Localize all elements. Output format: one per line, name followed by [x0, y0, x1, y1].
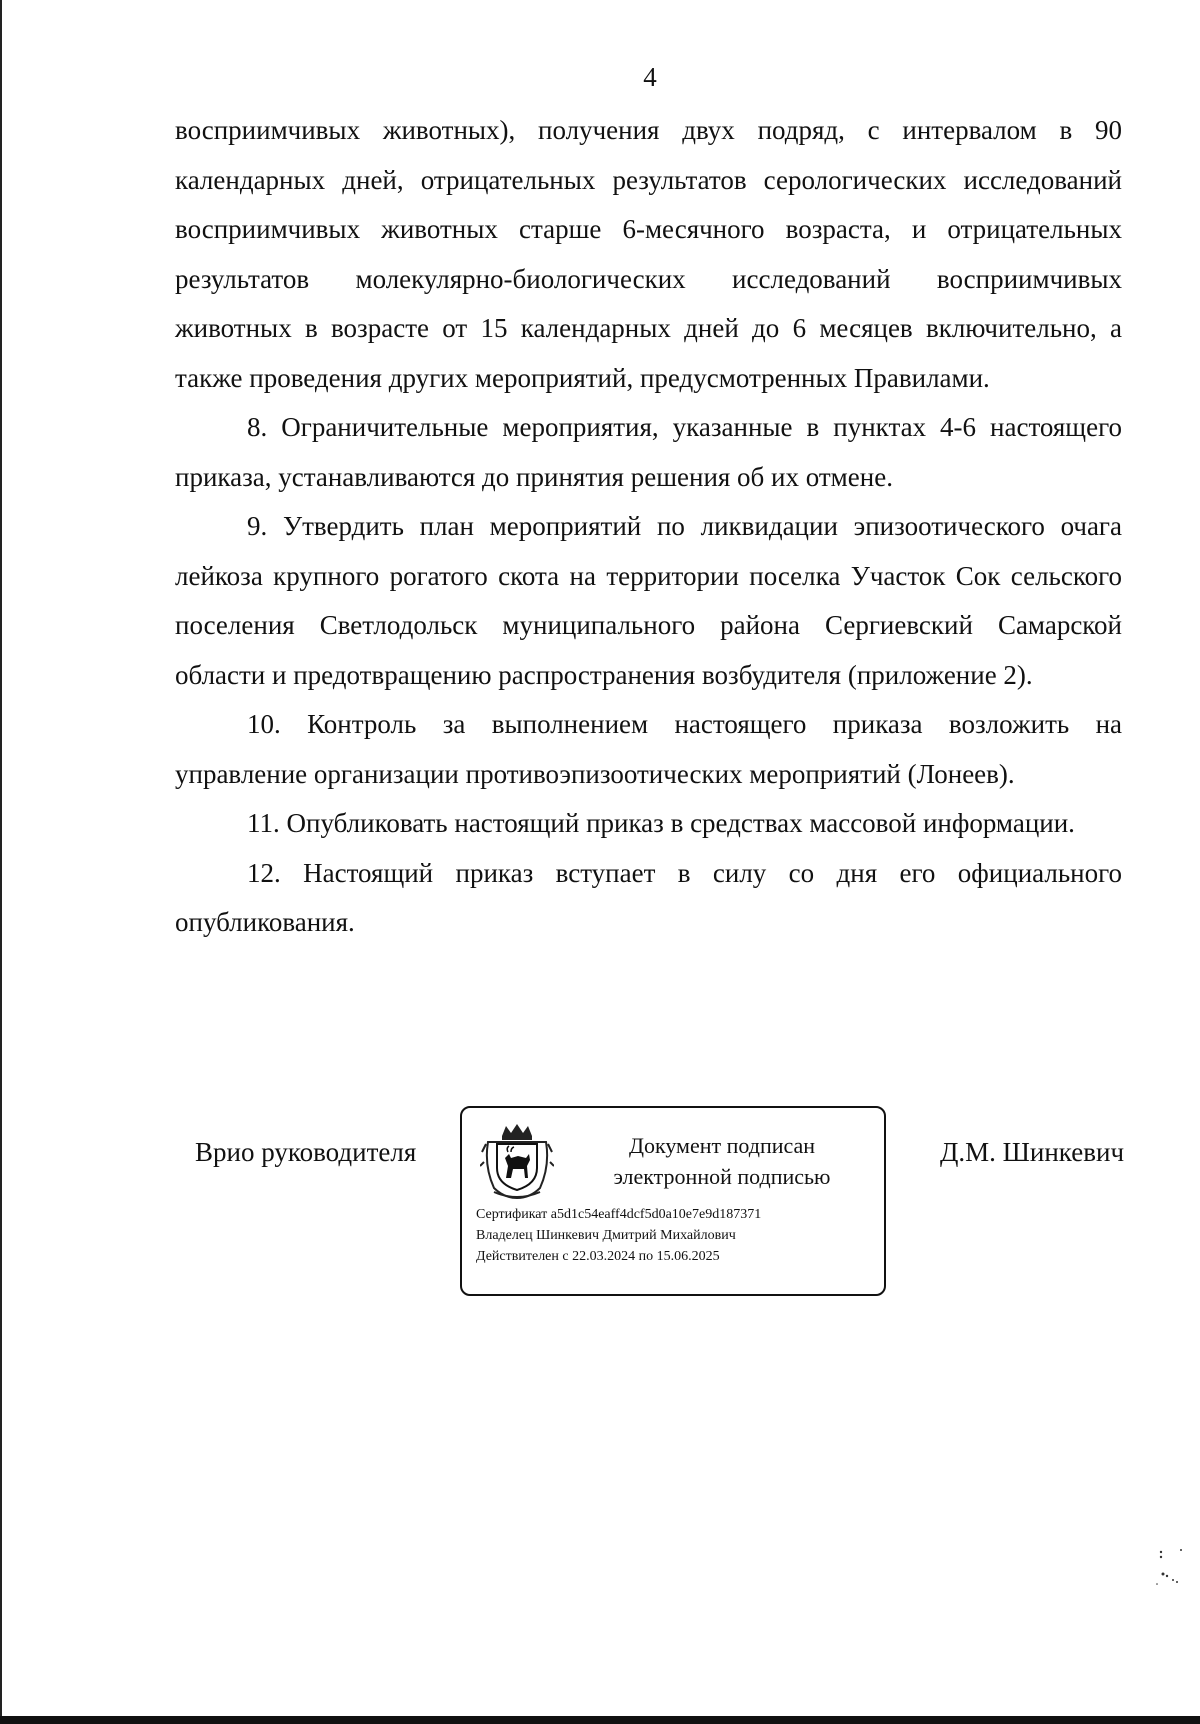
signature-block [0, 1100, 1200, 1300]
samara-region-coat-of-arms-icon [480, 1122, 554, 1200]
stamp-title-line2: электронной подписью [613, 1164, 831, 1189]
scan-edge-bottom [0, 1716, 1200, 1724]
scan-noise-dots [1155, 1548, 1185, 1588]
paragraph-item-10: 10. Контроль за выполнением настоящего приказа возложить на управление организации противоэпизоотических мероприятий (Лонеев). [175, 709, 1122, 789]
paragraph-continuation: восприимчивых животных), получения двух подряд, с интервалом в 90 календарных дней, отрицательных результатов серологических исследований восприимчивых животных старше 6-месячного возраста, и отрицательных результатов молекулярно-биологических исследований восприимчивых животных в возрасте от 15 календарных дней до 6 месяцев включительно, а также проведения других мероприятий, предусмотренных Правилами. [175, 115, 1122, 393]
stamp-title-line1: Документ подписан [628, 1133, 816, 1158]
electronic-signature-stamp [460, 1106, 886, 1296]
signer-role: Врио руководителя [195, 1137, 417, 1167]
stamp-validity: Действителен с 22.03.2024 по 15.06.2025 [476, 1249, 720, 1264]
paragraph-item-9: 9. Утвердить план мероприятий по ликвидации эпизоотического очага лейкоза крупного рогатого скота на территории поселка Участок Сок сельского поселения Светлодольск муниципального района Сергиевский Самарской области и предотвращению распространения возбудителя (приложение 2). [175, 511, 1122, 690]
stamp-owner: Владелец Шинкевич Дмитрий Михайлович [476, 1228, 736, 1243]
page-number: 4 [643, 62, 657, 92]
document-body [175, 106, 1122, 948]
paragraph-item-12: 12. Настоящий приказ вступает в силу со дня его официального опубликования. [175, 857, 1122, 937]
scan-edge-left [0, 0, 2, 1724]
signer-name: Д.М. Шинкевич [940, 1137, 1125, 1167]
paragraph-item-8: 8. Ограничительные мероприятия, указанные в пунктах 4-6 настоящего приказа, устанавливаются до принятия решения об их отмене. [175, 412, 1122, 492]
paragraph-item-11: 11. Опубликовать настоящий приказ в средствах массовой информации. [247, 808, 1075, 838]
stamp-details [476, 1204, 876, 1267]
stamp-title [572, 1130, 872, 1192]
stamp-certificate: Сертификат a5d1c54eaff4dcf5d0a10e7e9d187371 [476, 1207, 762, 1222]
